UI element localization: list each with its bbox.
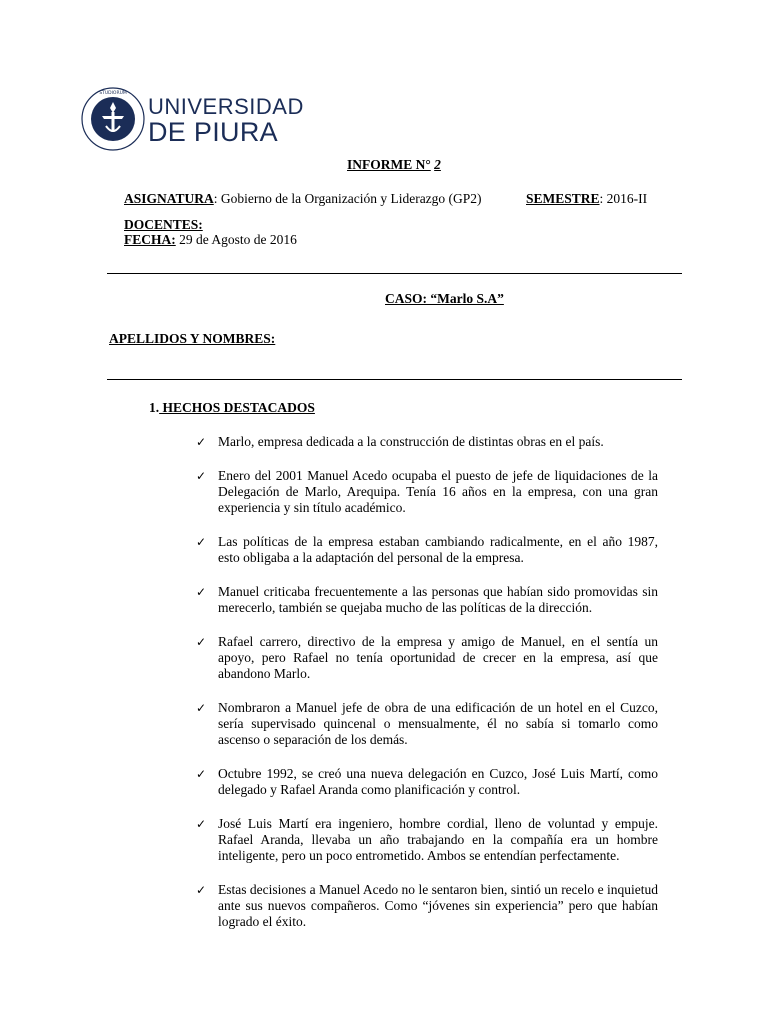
check-icon: ✓ — [196, 585, 207, 599]
bullet-text: Rafael carrero, directivo de la empresa y amigo de Manuel, en el sentía un apoyo, pero Rafael no tenía oportunidad de crecer en la empresa, así que abandono Marlo. — [218, 634, 658, 681]
fecha-label: FECHA: — [124, 232, 176, 247]
svg-text:· STUDIORUM ·: · STUDIORUM · — [96, 91, 130, 96]
list-item — [196, 434, 658, 450]
semestre-value: : 2016-II — [599, 191, 648, 206]
bullet-text: Nombraron a Manuel jefe de obra de una edificación de un hotel en el Cuzco, sería supervisado quincenal o mensualmente, él no sabía si tomarlo como ascenso o separación de los demás. — [218, 700, 658, 747]
bullet-list — [196, 434, 658, 948]
check-icon: ✓ — [196, 635, 207, 649]
check-icon: ✓ — [196, 817, 207, 831]
section-number: 1. — [149, 400, 160, 415]
docentes-label: DOCENTES: — [124, 217, 203, 232]
asignatura-line — [124, 191, 482, 207]
university-logo — [80, 86, 304, 156]
check-icon: ✓ — [196, 883, 207, 897]
check-icon: ✓ — [196, 535, 207, 549]
semestre-label: SEMESTRE — [526, 191, 600, 206]
report-title-prefix: INFORME N° — [347, 157, 431, 172]
fecha-value: 29 de Agosto de 2016 — [175, 232, 297, 247]
bullet-text: Enero del 2001 Manuel Acedo ocupaba el puesto de jefe de liquidaciones de la Delegación de Marlo, Arequipa. Tenía 16 años en la empresa, con una gran experiencia y sin título académico. — [218, 468, 658, 515]
bullet-text: Marlo, empresa dedicada a la construcción de distintas obras en el país. — [218, 434, 604, 449]
section-title: HECHOS DESTACADOS — [159, 400, 315, 415]
list-item — [196, 468, 658, 516]
list-item — [196, 816, 658, 864]
check-icon: ✓ — [196, 435, 207, 449]
bullet-text: José Luis Martí era ingeniero, hombre cordial, lleno de voluntad y empuje. Rafael Aranda, llevaba un año trabajando en la compañía era un hombre inteligente, pero un poco entrometido. Ambos se entendían perfectamente. — [218, 816, 658, 863]
semestre-line — [526, 191, 647, 207]
bullet-text: Las políticas de la empresa estaban cambiando radicalmente, en el año 1987, esto obligaba a la adaptación del personal de la empresa. — [218, 534, 658, 565]
report-title — [347, 157, 441, 173]
list-item — [196, 634, 658, 682]
list-item — [196, 584, 658, 616]
check-icon: ✓ — [196, 469, 207, 483]
logo-wordmark — [148, 96, 304, 146]
divider-top — [107, 273, 682, 274]
bullet-text: Estas decisiones a Manuel Acedo no le sentaron bien, sintió un recelo e inquietud ante sus nuevos compañeros. Como “jóvenes sin experiencia” pero que habían logrado el éxito. — [218, 882, 658, 929]
section-heading — [149, 400, 315, 416]
check-icon: ✓ — [196, 767, 207, 781]
divider-bottom — [107, 379, 682, 380]
list-item — [196, 700, 658, 748]
list-item — [196, 534, 658, 566]
asignatura-label: ASIGNATURA — [124, 191, 214, 206]
report-number: 2 — [434, 157, 441, 172]
fecha-line — [124, 232, 297, 248]
check-icon: ✓ — [196, 701, 207, 715]
logo-line-2: DE PIURA — [148, 117, 278, 147]
asignatura-value: : Gobierno de la Organización y Liderazgo (GP2) — [213, 191, 482, 206]
list-item — [196, 766, 658, 798]
caso-title: CASO: “Marlo S.A” — [385, 291, 504, 306]
apellidos-label: APELLIDOS Y NOMBRES: — [109, 331, 276, 346]
logo-line-1: UNIVERSIDAD — [148, 94, 304, 119]
university-seal-icon — [80, 86, 146, 152]
bullet-text: Octubre 1992, se creó una nueva delegación en Cuzco, José Luis Martí, como delegado y Rafael Aranda como planificación y control. — [218, 766, 658, 797]
bullet-text: Manuel criticaba frecuentemente a las personas que habían sido promovidas sin merecerlo, también se quejaba mucho de las políticas de la dirección. — [218, 584, 658, 615]
list-item — [196, 882, 658, 930]
